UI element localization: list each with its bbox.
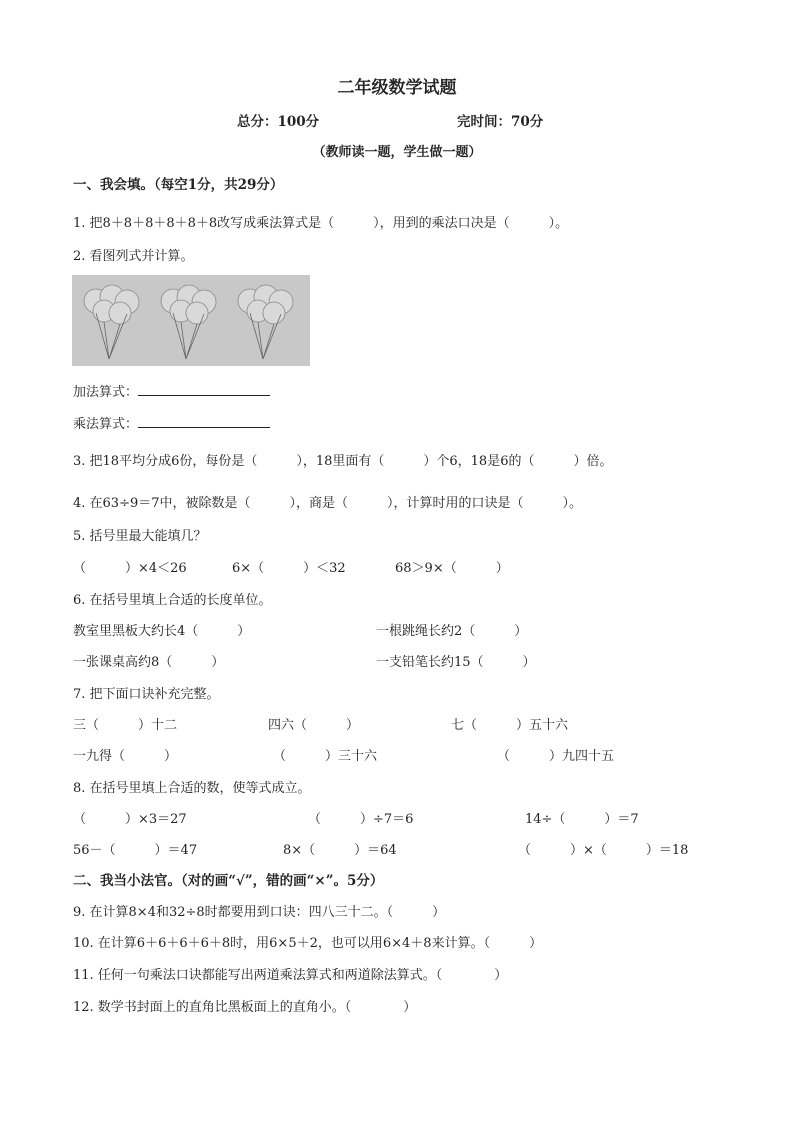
multiplication-label: 乘法算式： <box>73 417 139 432</box>
section-heading-2: 二、我当小法官。（对的画“√”，错的画“×”。5分） <box>73 873 384 889</box>
addition-answer-line[interactable] <box>138 383 270 396</box>
q5-item-3: 68＞9×（ ） <box>395 561 509 576</box>
question-8: 8. 在括号里填上合适的数，使等式成立。 <box>73 781 311 796</box>
q8-item-5: 8×（ ）＝64 <box>283 843 397 858</box>
q6-item-3: 一张课桌高约8（ ） <box>73 655 225 670</box>
addition-row <box>73 381 270 400</box>
question-6: 6. 在括号里填上合适的长度单位。 <box>73 593 272 608</box>
q7-item-1: 三（ ）十二 <box>73 718 178 733</box>
addition-label: 加法算式： <box>73 385 139 400</box>
q6-item-4: 一支铅笔长约15（ ） <box>376 655 536 670</box>
q6-item-2: 一根跳绳长约2（ ） <box>376 624 528 639</box>
q7-item-4: 一九得（ ） <box>73 749 178 764</box>
question-10: 10. 在计算6＋6＋6＋6＋8时，用6×5＋2，也可以用6×4＋8来计算。（ ） <box>73 936 543 951</box>
question-12: 12. 数学书封面上的直角比黑板面上的直角小。（ ） <box>73 1000 417 1015</box>
q7-item-6: （ ）九四十五 <box>497 749 615 764</box>
page-title: 二年级数学试题 <box>337 78 457 98</box>
multiplication-answer-line[interactable] <box>138 415 270 428</box>
q8-item-2: （ ）÷7＝6 <box>308 812 414 827</box>
q5-item-2: 6×（ ）＜32 <box>232 561 346 576</box>
question-5: 5. 括号里最大能填几？ <box>73 529 207 544</box>
q5-item-1: （ ）×4＜26 <box>73 561 187 576</box>
question-7: 7. 把下面口诀补充完整。 <box>73 687 220 702</box>
section-heading-1: 一、我会填。（每空1分，共29分） <box>73 177 284 193</box>
q6-item-1: 教室里黑板大约长4（ ） <box>73 624 251 639</box>
question-4: 4. 在63÷9＝7中，被除数是（ ），商是（ ），计算时用的口诀是（ ）。 <box>73 496 583 511</box>
question-9: 9. 在计算8×4和32÷8时都要用到口诀：四八三十二。（ ） <box>73 905 446 920</box>
q8-item-1: （ ）×3＝27 <box>73 812 187 827</box>
q7-item-2: 四六（ ） <box>268 718 360 733</box>
total-score: 总分：100分 <box>237 114 320 130</box>
question-11: 11. 任何一句乘法口诀都能写出两道乘法算式和两道除法算式。（ ） <box>73 968 508 983</box>
time-limit: 完时间：70分 <box>457 114 544 130</box>
q7-item-5: （ ）三十六 <box>273 749 378 764</box>
q8-item-4: 56－（ ）＝47 <box>73 843 198 858</box>
question-3: 3. 把18平均分成6份，每份是（ ），18里面有（ ）个6，18是6的（ ）倍。 <box>73 454 613 469</box>
q7-item-3: 七（ ）五十六 <box>451 718 569 733</box>
balloons-image <box>72 275 310 366</box>
instruction-note: （教师读一题，学生做一题） <box>312 145 482 160</box>
question-2: 2. 看图列式并计算。 <box>73 249 194 264</box>
q8-item-3: 14÷（ ）＝7 <box>525 812 639 827</box>
q8-item-6: （ ）×（ ）＝18 <box>518 843 689 858</box>
question-1: 1. 把8＋8＋8＋8＋8＋8改写成乘法算式是（ ），用到的乘法口决是（ ）。 <box>73 216 569 231</box>
multiplication-row <box>73 413 270 432</box>
